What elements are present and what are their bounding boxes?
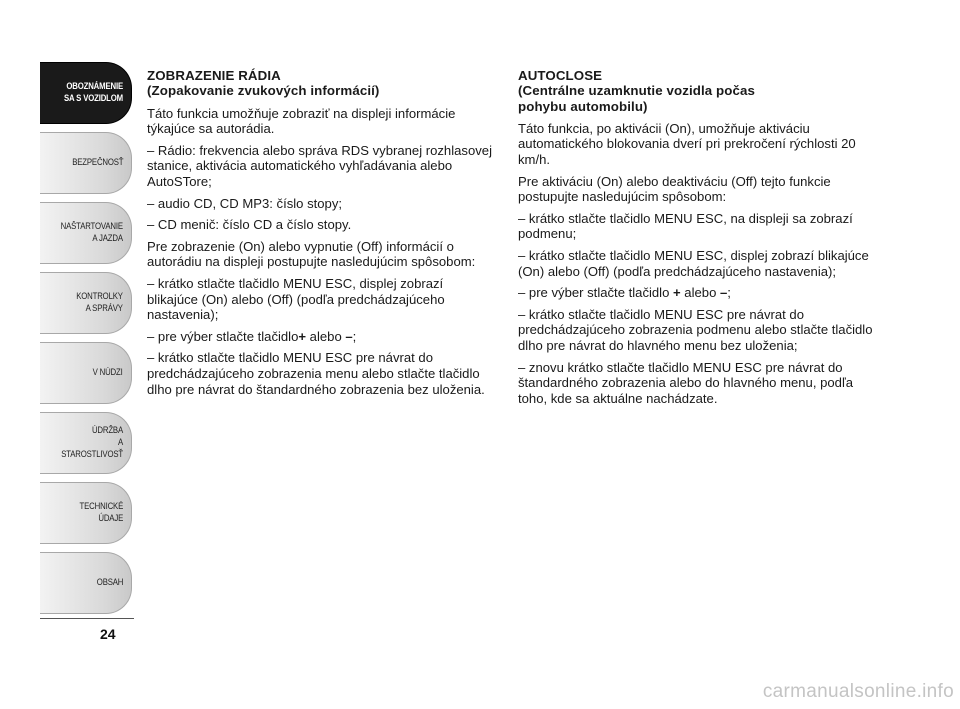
paragraph: Táto funkcia umožňuje zobraziť na displeji informácie týkajúce sa autorádia. <box>147 105 456 137</box>
tab-label: BEZPEČNOSŤ <box>71 157 123 168</box>
text: ; <box>352 328 357 344</box>
paragraph: Pre zobrazenie (On) alebo vypnutie (Off) informácií o autorádiu na displeji postupujte nasledujúcim spôsobom: <box>147 238 476 270</box>
paragraph: Táto funkcia, po aktivácii (On), umožňuje aktiváciu automatického blokovania dverí pri prekročení rýchlosti 20 km/h. <box>518 120 856 168</box>
paragraph: – CD menič: číslo CD a číslo stopy. <box>147 217 352 233</box>
heading-subtitle: (Zopakovanie zvukových informácií) <box>147 83 380 99</box>
paragraph: – krátko stlačte tlačidlo MENU ESC, displej zobrazí blikajúce (On) alebo (Off) (podľa predchádzajúceho nastavenia); <box>147 275 445 323</box>
minus-symbol: – <box>345 328 353 344</box>
tab-kontrolky[interactable] <box>40 272 132 334</box>
tab-label: OBOZNÁMENIE SA S VOZIDLOM <box>63 81 123 104</box>
section-heading <box>147 68 497 99</box>
tab-bezpecnost[interactable] <box>40 132 132 194</box>
tab-label: V NÚDZI <box>92 367 123 378</box>
tab-oboznamenie[interactable] <box>40 62 132 124</box>
sidebar-divider <box>40 618 134 619</box>
chapter-sidebar <box>40 62 134 618</box>
paragraph: Pre aktiváciu (On) alebo deaktiváciu (Off) tejto funkcie postupujte nasledujúcim spôsobom: <box>518 173 831 205</box>
heading-subtitle: pohybu automobilu) <box>518 98 648 114</box>
page-number: 24 <box>100 626 116 642</box>
paragraph: – Rádio: frekvencia alebo správa RDS vybranej rozhlasovej stanice, aktivácia automatického vyhľadávania alebo AutoSTore; <box>147 142 492 189</box>
tab-udrzba[interactable] <box>40 412 132 474</box>
minus-symbol: – <box>720 285 728 301</box>
tab-label: NAŠTARTOVANIE A JAZDA <box>60 221 123 244</box>
section-heading <box>518 68 883 114</box>
tab-technicke-udaje[interactable] <box>40 482 132 544</box>
paragraph: – krátko stlačte tlačidlo MENU ESC, displej zobrazí blikajúce (On) alebo (Off) (podľa predchádzajúceho nastavenia); <box>518 248 869 279</box>
watermark: carmanualsonline.info <box>762 681 954 702</box>
heading-subtitle: (Centrálne uzamknutie vozidla počas <box>518 83 755 99</box>
text: alebo <box>680 285 720 301</box>
paragraph: – krátko stlačte tlačidlo MENU ESC pre návrat do predchádzajúceho zobrazenia menu alebo stlačte tlačidlo dlho pre návrat do štandardného zobrazenia bez uloženia. <box>147 350 485 397</box>
paragraph <box>147 329 497 345</box>
plus-symbol: + <box>673 285 681 301</box>
text: alebo <box>306 328 346 344</box>
heading-title: ZOBRAZENIE RÁDIA <box>147 68 281 83</box>
plus-symbol: + <box>298 328 307 344</box>
tab-obsah[interactable] <box>40 552 132 614</box>
text: – pre výber stlačte tlačidlo <box>147 328 299 344</box>
paragraph <box>518 285 883 301</box>
heading-title: AUTOCLOSE <box>518 68 603 83</box>
tab-label: TECHNICKÉ ÚDAJE <box>79 501 123 524</box>
tab-label: OBSAH <box>96 577 123 588</box>
text: ; <box>727 285 731 301</box>
tab-v-nudzi[interactable] <box>40 342 132 404</box>
radio-display-section <box>147 68 497 403</box>
paragraph: – znovu krátko stlačte tlačidlo MENU ESC pre návrat do štandardného zobrazenia alebo do hlavného menu, podľa toho, kde sa aktuálne nachádzate. <box>518 359 854 406</box>
tab-label: KONTROLKY A SPRÁVY <box>76 291 123 314</box>
paragraph: – krátko stlačte tlačidlo MENU ESC pre návrat do predchádzajúceho zobrazenia podmenu alebo stlačte tlačidlo dlho pre návrat do hlavného menu bez uloženia; <box>518 306 873 354</box>
tab-label: ÚDRŽBA A STAROSTLIVOSŤ <box>61 425 123 460</box>
tab-nastartovanie[interactable] <box>40 202 132 264</box>
paragraph: – audio CD, CD MP3: číslo stopy; <box>147 195 343 211</box>
text: – pre výber stlačte tlačidlo <box>518 285 674 301</box>
autoclose-section <box>518 68 883 412</box>
paragraph: – krátko stlačte tlačidlo MENU ESC, na displeji sa zobrazí podmenu; <box>518 210 853 242</box>
